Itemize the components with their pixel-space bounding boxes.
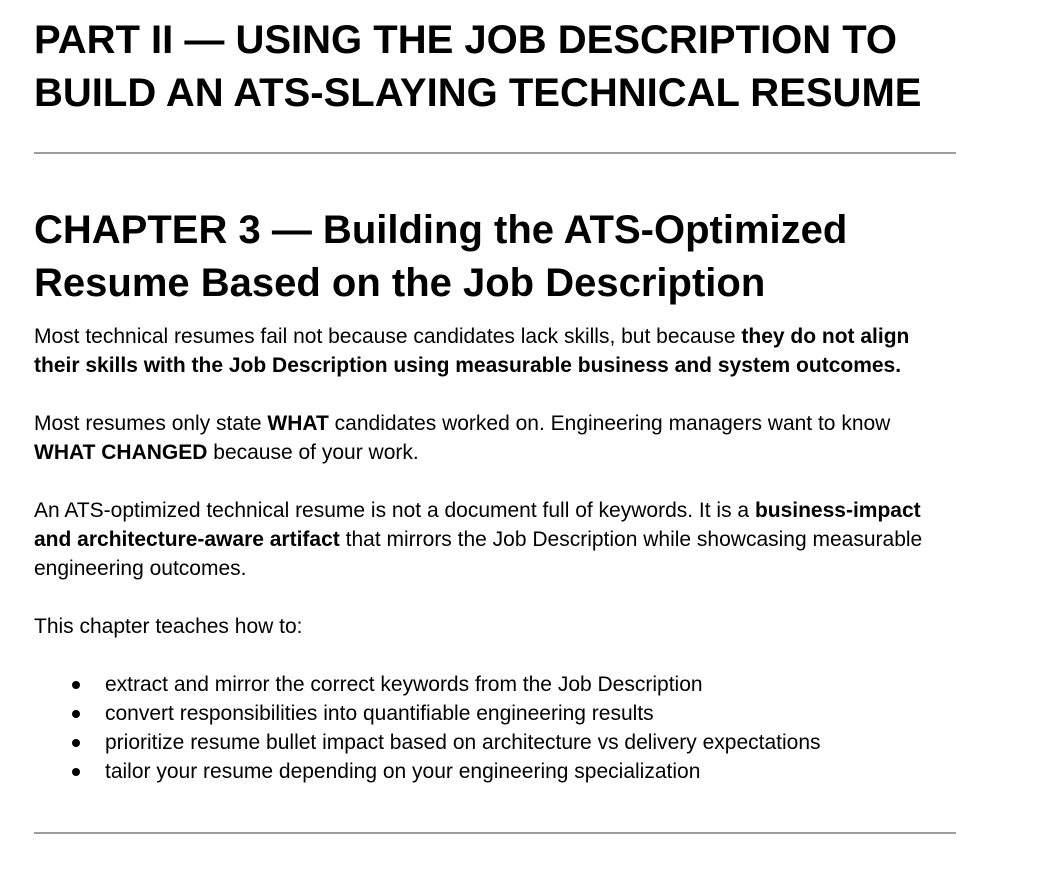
paragraph-artifact-run-2-bold: business-impact and architecture-aware artifact: [34, 499, 921, 551]
list-item-text: prioritize resume bullet impact based on architecture vs delivery expectations: [105, 731, 821, 754]
top-section-divider: [34, 152, 956, 154]
paragraph-chapter-teaches-text: This chapter teaches how to:: [34, 615, 303, 638]
bullet-icon: [72, 681, 80, 689]
bullet-icon: [72, 710, 80, 718]
bottom-section-divider: [34, 832, 956, 834]
list-item-text: extract and mirror the correct keywords from the Job Description: [105, 673, 703, 696]
paragraph-artifact-run-1: An ATS-optimized technical resume is not a document full of keywords. It is a: [34, 499, 755, 522]
part-heading: PART II — USING THE JOB DESCRIPTION TO BUILD AN ATS-SLAYING TECHNICAL RESUME: [34, 18, 922, 115]
list-item: [34, 670, 956, 699]
list-item: [34, 757, 956, 786]
list-item: [34, 728, 956, 757]
chapter-heading: CHAPTER 3 — Building the ATS-Optimized Resume Based on the Job Description: [34, 208, 848, 305]
paragraph-chapter-teaches: [34, 612, 956, 641]
paragraph-what-changed-run-1: Most resumes only state: [34, 412, 268, 435]
paragraph-what-changed-run-5: because of your work.: [207, 441, 419, 464]
paragraph-what-changed-run-4-bold: WHAT CHANGED: [34, 441, 208, 464]
paragraph-what-changed-run-3: candidates worked on. Engineering managers want to know: [328, 412, 891, 435]
paragraph-alignment: [34, 322, 956, 380]
paragraph-what-changed: [34, 409, 956, 467]
bullet-icon: [72, 768, 80, 776]
paragraph-what-changed-run-2-bold: WHAT: [267, 412, 329, 435]
paragraph-alignment-run-regular: Most technical resumes fail not because candidates lack skills, but because: [34, 325, 742, 348]
learning-objectives-list: [34, 670, 956, 786]
list-item-text: tailor your resume depending on your engineering specialization: [105, 760, 701, 783]
list-item-text: convert responsibilities into quantifiable engineering results: [105, 702, 654, 725]
paragraph-artifact: [34, 496, 956, 583]
paragraph-artifact-run-3: that mirrors the Job Description while showcasing measurable engineering outcomes.: [34, 528, 923, 580]
paragraph-alignment-run-bold: they do not align their skills with the Job Description using measurable business and system outcomes.: [34, 325, 910, 377]
bullet-icon: [72, 739, 80, 747]
list-item: [34, 699, 956, 728]
